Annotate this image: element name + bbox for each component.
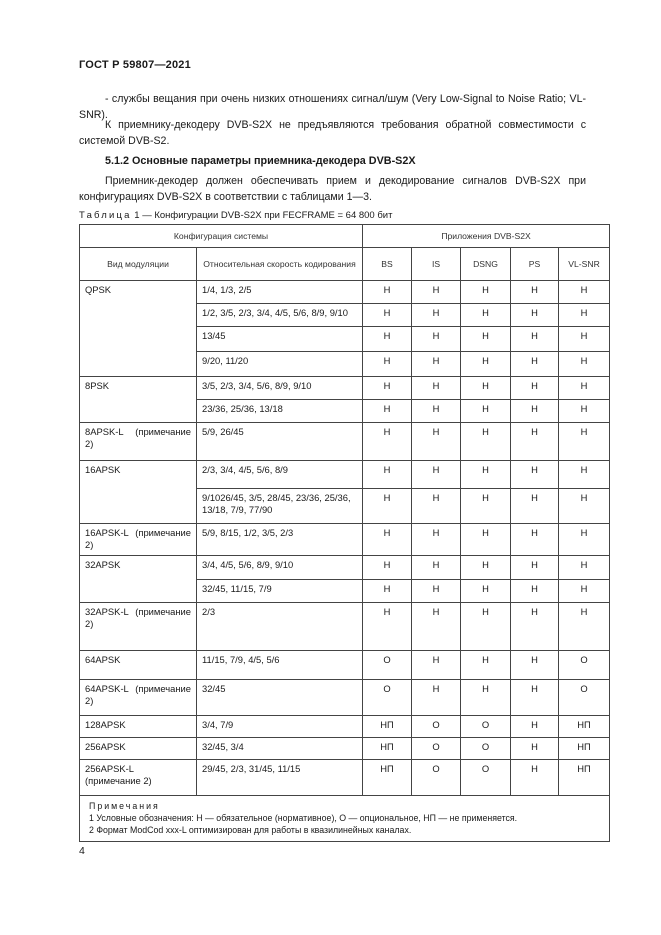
is-cell: Н <box>412 423 461 461</box>
table-row <box>80 377 610 400</box>
vl-snr-cell: Н <box>559 352 610 377</box>
bs-cell: Н <box>363 524 412 556</box>
table-row <box>80 680 610 716</box>
bs-cell: НП <box>363 738 412 760</box>
code-rate-cell: 2/3 <box>197 603 363 651</box>
ps-cell: Н <box>511 400 559 423</box>
code-rate-cell: 1/2, 3/5, 2/3, 3/4, 4/5, 5/6, 8/9, 9/10 <box>197 304 363 327</box>
bs-cell: Н <box>363 352 412 377</box>
ps-cell: Н <box>511 680 559 716</box>
is-cell: Н <box>412 489 461 524</box>
table-row <box>80 461 610 489</box>
vl-snr-cell: Н <box>559 377 610 400</box>
section-heading: 5.1.2 Основные параметры приемника-декодера DVB-S2X <box>105 155 416 167</box>
dsng-cell: О <box>461 760 511 796</box>
dsng-cell: Н <box>461 377 511 400</box>
bs-cell: Н <box>363 281 412 304</box>
is-cell: Н <box>412 603 461 651</box>
code-rate-cell: 3/5, 2/3, 3/4, 5/6, 8/9, 9/10 <box>197 377 363 400</box>
code-rate-cell: 29/45, 2/3, 31/45, 11/15 <box>197 760 363 796</box>
modulation-cell: 64APSK-L (примечание 2) <box>80 680 197 716</box>
dsng-cell: Н <box>461 352 511 377</box>
vl-snr-cell: О <box>559 680 610 716</box>
bs-cell: Н <box>363 603 412 651</box>
dsng-cell: Н <box>461 524 511 556</box>
bs-cell: О <box>363 651 412 680</box>
table-row <box>80 760 610 796</box>
dsng-cell: Н <box>461 423 511 461</box>
dsng-cell: Н <box>461 651 511 680</box>
vl-snr-cell: Н <box>559 304 610 327</box>
dsng-cell: Н <box>461 400 511 423</box>
vl-snr-cell: НП <box>559 760 610 796</box>
bs-cell: Н <box>363 461 412 489</box>
bs-cell: Н <box>363 423 412 461</box>
table-row <box>80 524 610 556</box>
vl-snr-cell: НП <box>559 738 610 760</box>
ps-cell: Н <box>511 281 559 304</box>
vl-snr-cell: Н <box>559 556 610 580</box>
page-number: 4 <box>79 845 85 857</box>
dsng-cell: Н <box>461 603 511 651</box>
header-system-configuration: Конфигурация системы <box>80 225 363 248</box>
ps-cell: Н <box>511 603 559 651</box>
ps-cell: Н <box>511 352 559 377</box>
header-ps: PS <box>511 248 559 281</box>
is-cell: Н <box>412 327 461 352</box>
table-row <box>80 738 610 760</box>
code-rate-cell: 9/1026/45, 3/5, 28/45, 23/36, 25/36, 13/18, 7/9, 77/90 <box>197 489 363 524</box>
code-rate-cell: 32/45, 11/15, 7/9 <box>197 580 363 603</box>
bs-cell: О <box>363 680 412 716</box>
code-rate-cell: 32/45 <box>197 680 363 716</box>
is-cell: Н <box>412 304 461 327</box>
header-applications: Приложения DVB-S2X <box>363 225 610 248</box>
modulation-cell: 128APSK <box>80 716 197 738</box>
modulation-cell: 32APSK-L (примечание 2) <box>80 603 197 651</box>
code-rate-cell: 13/45 <box>197 327 363 352</box>
vl-snr-cell: Н <box>559 461 610 489</box>
is-cell: Н <box>412 651 461 680</box>
ps-cell: Н <box>511 651 559 680</box>
vl-snr-cell: Н <box>559 580 610 603</box>
modulation-cell: 16APSK <box>80 461 197 524</box>
table-caption-text: 1 — Конфигурации DVB-S2X при FECFRAME = 64 800 бит <box>131 210 393 221</box>
bs-cell: НП <box>363 760 412 796</box>
is-cell: Н <box>412 524 461 556</box>
table-row <box>80 716 610 738</box>
is-cell: О <box>412 760 461 796</box>
modulation-cell: QPSK <box>80 281 197 377</box>
bs-cell: Н <box>363 400 412 423</box>
code-rate-cell: 9/20, 11/20 <box>197 352 363 377</box>
is-cell: Н <box>412 352 461 377</box>
bs-cell: Н <box>363 580 412 603</box>
modulation-cell: 8APSK-L (примечание 2) <box>80 423 197 461</box>
dsng-cell: О <box>461 716 511 738</box>
table-row <box>80 423 610 461</box>
dsng-cell: Н <box>461 304 511 327</box>
vl-snr-cell: Н <box>559 603 610 651</box>
dsng-cell: Н <box>461 556 511 580</box>
table-row <box>80 603 610 651</box>
header-code-rate: Относительная скорость кодирования <box>197 248 363 281</box>
paragraph-compatibility: К приемнику-декодеру DVB-S2X не предъявляются требования обратной совместимости с системой DVB-S2. <box>79 119 586 147</box>
vl-snr-cell: Н <box>559 281 610 304</box>
paragraph-vl-snr: - службы вещания при очень низких отношениях сигнал/шум (Very Low-Signal to Noise Ratio; VL-SNR). <box>79 93 586 121</box>
code-rate-cell: 1/4, 1/3, 2/5 <box>197 281 363 304</box>
ps-cell: Н <box>511 760 559 796</box>
paragraph-receiver-requirements: Приемник-декодер должен обеспечивать прием и декодирование сигналов DVB-S2X при конфигурациях DVB-S2X в соответствии с таблицами 1—3. <box>79 175 586 203</box>
modulation-cell: 8PSK <box>80 377 197 423</box>
ps-cell: Н <box>511 423 559 461</box>
code-rate-cell: 5/9, 8/15, 1/2, 3/5, 2/3 <box>197 524 363 556</box>
header-modulation: Вид модуляции <box>80 248 197 281</box>
ps-cell: Н <box>511 377 559 400</box>
code-rate-cell: 32/45, 3/4 <box>197 738 363 760</box>
is-cell: О <box>412 738 461 760</box>
is-cell: Н <box>412 377 461 400</box>
bs-cell: Н <box>363 304 412 327</box>
modulation-cell: 16APSK-L (примечание 2) <box>80 524 197 556</box>
is-cell: Н <box>412 400 461 423</box>
header-dsng: DSNG <box>461 248 511 281</box>
dsng-cell: Н <box>461 489 511 524</box>
ps-cell: Н <box>511 580 559 603</box>
code-rate-cell: 23/36, 25/36, 13/18 <box>197 400 363 423</box>
code-rate-cell: 2/3, 3/4, 4/5, 5/6, 8/9 <box>197 461 363 489</box>
header-bs: BS <box>363 248 412 281</box>
vl-snr-cell: Н <box>559 489 610 524</box>
is-cell: Н <box>412 461 461 489</box>
configurations-table <box>79 224 610 842</box>
header-vl-snr: VL-SNR <box>559 248 610 281</box>
dsng-cell: Н <box>461 461 511 489</box>
bs-cell: Н <box>363 556 412 580</box>
vl-snr-cell: Н <box>559 423 610 461</box>
dsng-cell: О <box>461 738 511 760</box>
vl-snr-cell: НП <box>559 716 610 738</box>
vl-snr-cell: Н <box>559 524 610 556</box>
ps-cell: Н <box>511 327 559 352</box>
is-cell: Н <box>412 556 461 580</box>
table-body <box>80 281 610 796</box>
vl-snr-cell: Н <box>559 400 610 423</box>
code-rate-cell: 11/15, 7/9, 4/5, 5/6 <box>197 651 363 680</box>
is-cell: Н <box>412 580 461 603</box>
notes-title: Примечания <box>89 801 160 811</box>
table-caption <box>79 210 392 221</box>
ps-cell: Н <box>511 524 559 556</box>
bs-cell: Н <box>363 489 412 524</box>
vl-snr-cell: Н <box>559 327 610 352</box>
modulation-cell: 256APSK <box>80 738 197 760</box>
table-row <box>80 556 610 580</box>
bs-cell: Н <box>363 377 412 400</box>
header-is: IS <box>412 248 461 281</box>
dsng-cell: Н <box>461 680 511 716</box>
is-cell: Н <box>412 680 461 716</box>
ps-cell: Н <box>511 461 559 489</box>
ps-cell: Н <box>511 304 559 327</box>
dsng-cell: Н <box>461 327 511 352</box>
ps-cell: Н <box>511 738 559 760</box>
bs-cell: НП <box>363 716 412 738</box>
note-1: 1 Условные обозначения: Н — обязательное (нормативное), О — опциональное, НП — не применяется. <box>89 813 518 823</box>
table-row <box>80 281 610 304</box>
table-caption-label: Таблица <box>79 210 132 221</box>
modulation-cell: 256APSK-L (примечание 2) <box>80 760 197 796</box>
document-standard-number: ГОСТ Р 59807—2021 <box>79 59 191 71</box>
is-cell: О <box>412 716 461 738</box>
dsng-cell: Н <box>461 281 511 304</box>
dsng-cell: Н <box>461 580 511 603</box>
modulation-cell: 64APSK <box>80 651 197 680</box>
table-notes <box>80 796 610 842</box>
ps-cell: Н <box>511 716 559 738</box>
code-rate-cell: 3/4, 7/9 <box>197 716 363 738</box>
code-rate-cell: 3/4, 4/5, 5/6, 8/9, 9/10 <box>197 556 363 580</box>
ps-cell: Н <box>511 489 559 524</box>
is-cell: Н <box>412 281 461 304</box>
ps-cell: Н <box>511 556 559 580</box>
note-2: 2 Формат ModCod xxx-L оптимизирован для работы в квазилинейных каналах. <box>89 825 412 835</box>
code-rate-cell: 5/9, 26/45 <box>197 423 363 461</box>
table-row <box>80 651 610 680</box>
bs-cell: Н <box>363 327 412 352</box>
vl-snr-cell: О <box>559 651 610 680</box>
modulation-cell: 32APSK <box>80 556 197 603</box>
